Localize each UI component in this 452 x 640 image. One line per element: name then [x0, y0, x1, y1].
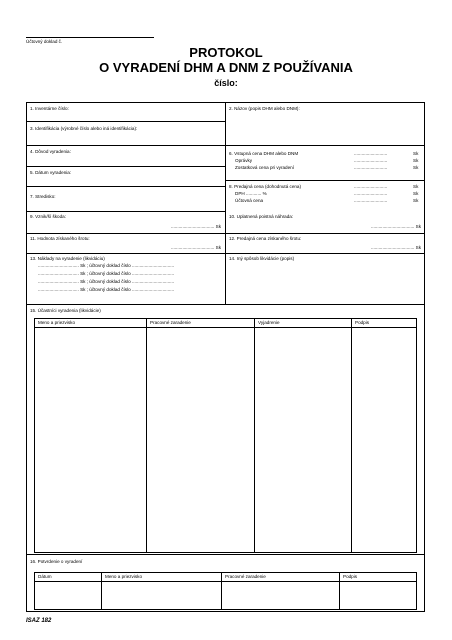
field-11-label: 11. Hodnota získaného šrotu:: [30, 236, 90, 241]
field-10-label: 10. Uplatnená poistná náhrada:: [229, 214, 294, 219]
field-10-value: .................................. Sk: [370, 224, 421, 229]
account-doc-label: Účtovný doklad č.: [26, 39, 63, 44]
field-15-label: 15. Účastníci vyradenia (likvidácie): [30, 308, 101, 313]
row-line: [26, 211, 225, 212]
col-divider: [254, 318, 255, 553]
field-8-dph: DPH ............ %: [235, 191, 267, 196]
row-line: [225, 180, 425, 181]
field-1-label: 1. Inventárne číslo:: [30, 106, 69, 111]
field-6-value-3: ..........................: [354, 165, 388, 170]
field-12-value: .................................. Sk: [370, 245, 421, 250]
field-6-row2: Oprávky: [235, 158, 253, 163]
confirmation-col-position: Pracovné zaradenie: [225, 574, 266, 579]
participants-header-line: [34, 327, 417, 328]
field-8-unit-2: Sk: [413, 191, 419, 196]
page-subtitle: O VYRADENÍ DHM A DNM Z POUŽÍVANIA: [99, 60, 353, 75]
col-divider: [101, 572, 102, 610]
field-6-value-1: ..........................: [354, 151, 388, 156]
cost-row: ................................ Sk ; účtovný doklad číslo .................................: [38, 279, 175, 284]
row-line: [26, 253, 425, 254]
form-code: ISAZ 182: [26, 618, 52, 624]
field-2-label: 2. Názov (popis DHM alebo DNM):: [229, 106, 300, 111]
account-doc-line: [26, 37, 154, 38]
field-4-label: 4. Dôvod vyradenia:: [30, 149, 71, 154]
row-line: [26, 145, 225, 146]
field-6-unit-2: Sk: [413, 158, 419, 163]
field-8-value-1: ..........................: [354, 184, 388, 189]
field-9-label: 9. Vznik/ší škoda:: [30, 214, 67, 219]
row-line: [26, 186, 225, 187]
row-line: [26, 233, 425, 234]
participants-table: [34, 318, 417, 553]
field-6-unit-1: Sk: [413, 151, 419, 156]
row-line: [26, 554, 425, 555]
row-line: [225, 145, 425, 146]
confirmation-header-line: [34, 581, 417, 582]
field-16-label: 16. Potvrdenie o vyradení: [30, 559, 83, 564]
field-9-value: .................................. Sk: [170, 224, 221, 229]
confirmation-col-name: Meno a priezvisko: [105, 574, 143, 579]
row-line: [26, 304, 425, 305]
cost-row: ................................ Sk ; účtovný doklad číslo .................................: [38, 287, 175, 292]
cost-row: ................................ Sk ; účtovný doklad číslo .................................: [38, 271, 175, 276]
field-5-label: 5. Dátum vyradenia:: [30, 170, 72, 175]
col-divider: [221, 572, 222, 610]
page-title: PROTOKOL: [189, 45, 263, 60]
field-12-label: 12. Predajná cena získaného šrotu:: [229, 236, 302, 241]
field-8-unit-1: Sk: [413, 184, 419, 189]
field-6-unit-3: Sk: [413, 165, 419, 170]
field-8-label: 8. Predajná cena (dohodnutá cena): [229, 184, 302, 189]
field-6-value-2: ..........................: [354, 158, 388, 163]
participants-col-name: Meno a priezvisko: [38, 320, 76, 325]
field-11-value: .................................. Sk: [170, 245, 221, 250]
field-8-row3: Účtovná cena: [235, 198, 264, 203]
col-divider: [351, 318, 352, 553]
row-line: [26, 166, 225, 167]
field-6-label: 6. Vstupná cena DHM alebo DNM: [229, 151, 299, 156]
col-divider: [146, 318, 147, 553]
field-14-label: 14. Iný spôsob likvidácie (popis): [229, 256, 295, 261]
field-8-unit-3: Sk: [413, 198, 419, 203]
confirmation-col-date: Dátum: [38, 574, 52, 579]
center-divider: [225, 102, 226, 304]
confirmation-col-signature: Podpis: [343, 574, 358, 579]
field-6-row3: Zostatková cena pri vyradení: [235, 165, 294, 170]
cost-row: ................................ Sk ; účtovný doklad číslo .................................: [38, 263, 175, 268]
protocol-number-label: číslo:: [214, 78, 238, 88]
field-13-label: 13. Náklady na vyradenie (likvidáciu): [30, 256, 105, 261]
participants-col-statement: Vyjadrenie: [258, 320, 280, 325]
participants-col-signature: Podpis: [355, 320, 370, 325]
row-line: [26, 121, 225, 122]
participants-col-position: Pracovné zaradenie: [150, 320, 191, 325]
field-8-value-3: ..........................: [354, 198, 388, 203]
field-7-label: 7. Stredisko:: [30, 194, 56, 199]
col-divider: [339, 572, 340, 610]
field-3-label: 3. Identifikácia (výrobné číslo alebo iná identifikácia):: [30, 126, 138, 131]
field-8-value-2: ..........................: [354, 191, 388, 196]
